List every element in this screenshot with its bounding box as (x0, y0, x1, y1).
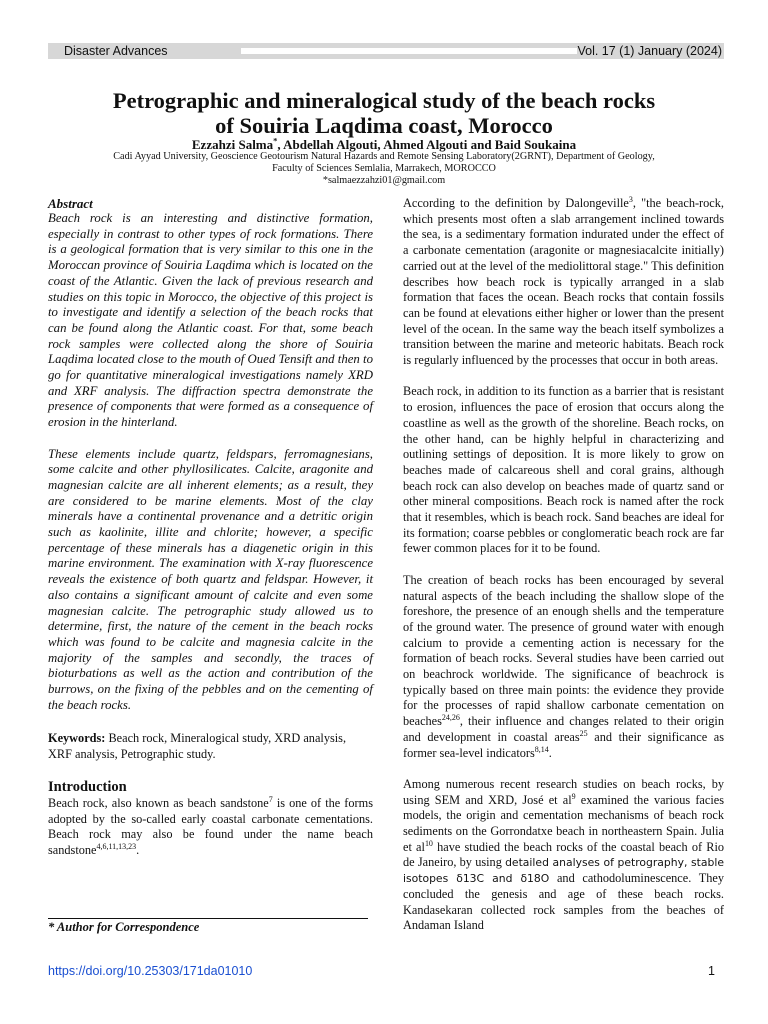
running-header (48, 43, 724, 59)
affiliation (30, 151, 738, 187)
journal-name: Disaster Advances (64, 44, 168, 58)
keywords-text: Beach rock, Mineralogical study, XRD analysis, XRF analysis, Petrographic study. (48, 731, 347, 762)
issue-info: Vol. 17 (1) January (2024) (577, 44, 722, 58)
body-paragraph-1: According to the definition by Dalongeville$^3$, "the beach-rock, which presents most often a slab arrangement inclined towards the sea, is a sedimentary formation indurated under the effect of a carbonate cementation (aragonite or magnesiacalcite initially) carried out at the level of the mediolittoral stage." This definition describes how beach rock is typically arranged in a slab formation that faces the ocean. Beach rocks that contain fossils can be found at elevations either higher or lower than the present level of the ocean. In the same way the beach itself symbolizes a transition between the marine and meteoric habitats. Beach rock is regularly influenced by the processes that occur in both areas. (403, 194, 724, 368)
right-column (403, 196, 724, 934)
author-email: *salmaezzahzi01@gmail.com (322, 175, 446, 186)
header-divider (241, 48, 577, 54)
corresponding-mark: * (273, 135, 278, 146)
introduction-paragraph: Beach rock, also known as beach sandstone$^7$ is one of the forms adopted by the so-called early coastal carbonate cementations. Beach rock may also be found under the name beach sandstone$^{4,6,11,13,23}$. (48, 794, 373, 857)
doi-link[interactable]: https://doi.org/10.25303/171da01010 (48, 964, 253, 978)
body-paragraph-3: The creation of beach rocks has been encouraged by several natural aspects of the beach including the shallow slope of the foreshore, the presence of an enough shells and the temperature of the ground water. The presence of ground water with enough calcium to provide a cementing action is necessary for the formation of beach rocks. Several studies have been carried out on beachrock worldwide. The significance of beachrock is typically based on three main points: the evidence they provide for the processes of rapid shallow carbonate cementation on beaches$^{24,26}$, their influence and changes related to their origin and development in coastal areas$^{25}$ and their significance as former sea-level indicators$^{8,14}$. (403, 572, 724, 760)
abstract-heading: Abstract (48, 196, 93, 211)
correspondence-footnote: * Author for Correspondence (48, 920, 200, 934)
body-paragraph-2: Beach rock, in addition to its function as a barrier that is resistant to erosion, influences the pace of erosion that occurs along the coastline as well as the growth of the shoreline. Beach rocks, on the other hand, can be highly helpful in characterizing and outlining settings of deposition. It is more likely to grow on beaches made of calcareous shell and coral grains, although beach rock can also develop on beaches made of quartz sand or other mineral compositions. Beach rock is named after the rock that it resembles, which is beach rock. Sand beaches are ideal for its formation; coarse pebbles or conglomeratic beach rock are far fewer common places for it to be found. (403, 384, 724, 556)
abstract-paragraph-1: Beach rock is an interesting and distinctive formation, especially in contrast to other types of rock formations. There is a geological formation that is very similar to this one in the Moroccan province of Souiria Laqdima which is located on the coast of the Atlantic. Given the lack of previous research and studies on this topic in Morocco, the objective of this project is to investigate and identify a selection of the beach rocks that can be found along the Atlantic coast. For that, some beach rock samples were collected along the shore of Souiria Laqdima located close to the mouth of Oued Tensift and then to go for quantitative mineralogical investigations namely XRD and XRF analysis. The diffraction spectra demonstrate the presence of components that were formed as a consequence of erosion in the hinterland. (48, 211, 373, 430)
introduction-heading: Introduction (48, 778, 127, 795)
left-column (48, 196, 373, 859)
corresponding-author: Ezzahzi Salma (191, 137, 274, 152)
footnote-divider (48, 918, 368, 919)
abstract-paragraph-2: These elements include quartz, feldspars, ferromagnesians, some calcite and other phyllosilicates. Calcite, aragonite and magnesian calcite are all inherent elements; as a result, they are considered to be marine elements. Most of the clay minerals have a continental provenance and a detritic origin such as kaolinite, illite and chlorite; however, a specific percentage of these minerals has a diagenetic origin in this marine environment. The examination with X-ray fluorescence reveals the existence of both quartz and feldspar. However, it also contains a significant amount of calcite and even some magnesian calcite. The petrographic study allowed us to determine, first, the nature of the cement in the beach rocks which was found to be calcite and magnesia calcite in the majority of the samples and secondly, the traces of bioturbations as well as the action and contribution of the burrows, on the fixing of the pebbles and on the cementing of the beach rocks. (48, 446, 373, 712)
title-line-1: Petrographic and mineralogical study of the beach rocks (112, 88, 656, 113)
affiliation-line-1: Cadi Ayyad University, Geoscience Geotourism Natural Hazards and Remote Sensing Laboratory(2GRNT), Department of Geology, (113, 151, 655, 162)
keywords (48, 731, 373, 762)
page-number: 1 (708, 964, 715, 978)
co-authors: , Abdellah Algouti, Ahmed Algouti and Baid Soukaina (277, 137, 577, 152)
keywords-label: Keywords: (48, 731, 106, 746)
body-paragraph-4: Among numerous recent research studies on beach rocks, by using SEM and XRD, José et $al^9$ examined the various facies models, the origin and cementation mechanisms of beach rock sediments on the Gorrondatxe beach in northeastern Spain. Julia et $al^{10}$ have studied the beach rocks of the coastal beach of Rio de Janeiro, by using detailed analyses of petrography, stable isotopes δ13C and δ18O and cathodoluminescence. They concluded the genesis and age of these beach rocks. Kandasekaran collected rock samples from the beaches of Andaman Island (403, 776, 725, 933)
title-line-2: of Souiria Laqdima coast, Morocco (215, 113, 553, 138)
affiliation-line-2: Faculty of Sciences Semlalia, Marrakech, MOROCCO (272, 163, 496, 174)
paper-title (30, 88, 738, 138)
